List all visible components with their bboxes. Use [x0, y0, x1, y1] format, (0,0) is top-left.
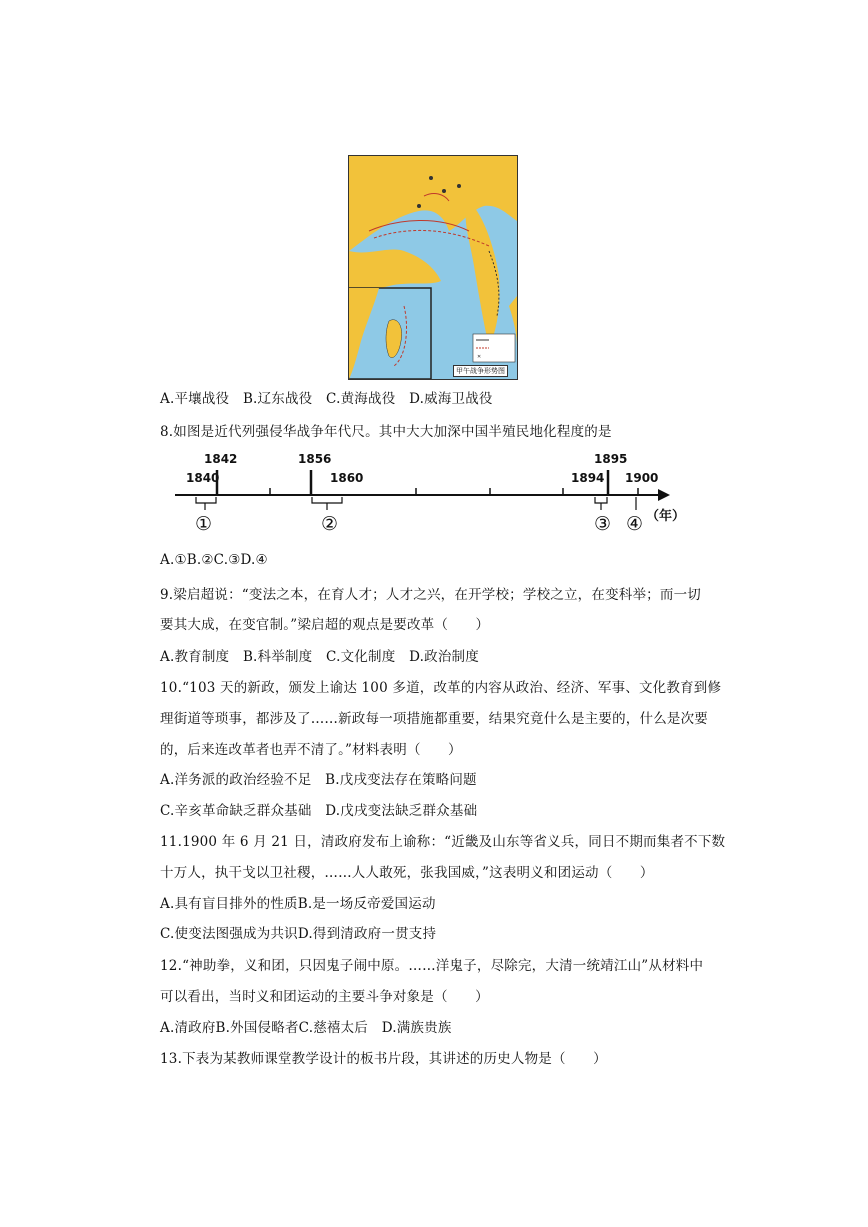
map-drawing: [349, 156, 517, 379]
q11-stem-line2: 十万人，执干戈以卫社稷，……人人敢死，张我国威，”这表明义和团运动（ ）: [160, 865, 654, 881]
year-1856: 1856: [298, 452, 332, 466]
marker-3: ③: [594, 513, 612, 535]
war-situation-map: [348, 155, 518, 380]
q7-options: A.平壤战役 B.辽东战役 C.黄海战役 D.威海卫战役: [160, 391, 493, 407]
marker-2: ②: [321, 513, 339, 535]
q11-options-ab: A.具有盲目排外的性质B.是一场反帝爱国运动: [160, 896, 436, 912]
year-1842: 1842: [204, 452, 238, 466]
q12-options: A.清政府B.外国侵略者C.慈禧太后 D.满族贵族: [160, 1020, 452, 1036]
marker-1: ①: [195, 513, 213, 535]
q10-stem-line1: 10.“103 天的新政，颁发上谕达 100 多道，改革的内容从政治、经济、军事、文化教育到修: [160, 680, 722, 696]
q9-stem-line2: 要其大成，在变官制。”梁启超的观点是要改革（ ）: [160, 617, 490, 633]
map-caption: 甲午战争形势图: [453, 365, 508, 377]
year-1895: 1895: [594, 452, 628, 466]
q13-stem: 13.下表为某教师课堂教学设计的板书片段，其讲述的历史人物是（ ）: [160, 1051, 607, 1067]
year-1840: 1840: [186, 471, 220, 485]
q11-options-cd: C.使变法图强成为共识D.得到清政府一贯支持: [160, 926, 437, 942]
q8-stem: 8.如图是近代列强侵华战争年代尺。其中大大加深中国半殖民地化程度的是: [160, 424, 612, 440]
year-1900: 1900: [625, 471, 659, 485]
q9-stem-line1: 9.梁启超说：“变法之本，在育人才；人才之兴，在开学校；学校之立，在变科举；而一切: [160, 587, 701, 603]
marker-4: ④: [626, 513, 644, 535]
q10-options-cd: C.辛亥革命缺乏群众基础 D.戊戌变法缺乏群众基础: [160, 803, 478, 819]
timeline-unit: （年）: [646, 509, 686, 524]
q10-stem-line3: 的，后来连改革者也弄不清了。”材料表明（ ）: [160, 742, 462, 758]
q12-stem-line1: 12.“神助拳，义和团，只因鬼子闹中原。……洋鬼子，尽除完，大清一统靖江山”从材料中: [160, 958, 704, 974]
q12-stem-line2: 可以看出，当时义和团运动的主要斗争对象是（ ）: [160, 989, 489, 1005]
q9-options: A.教育制度 B.科举制度 C.文化制度 D.政治制度: [160, 649, 479, 665]
q10-options-ab: A.洋务派的政治经验不足 B.戊戌变法存在策略问题: [160, 772, 477, 788]
q11-stem-line1: 11.1900 年 6 月 21 日，清政府发布上谕称：“近畿及山东等省义兵，同日不期而集者不下数: [160, 834, 726, 850]
year-1860: 1860: [330, 471, 364, 485]
q10-stem-line2: 理街道等琐事，都涉及了……新政每一项措施都重要，结果究竟什么是主要的，什么是次要: [160, 711, 708, 727]
q8-options: A.①B.②C.③D.④: [160, 552, 268, 568]
year-1894: 1894: [571, 471, 605, 485]
svg-text:✕: ✕: [477, 354, 482, 360]
